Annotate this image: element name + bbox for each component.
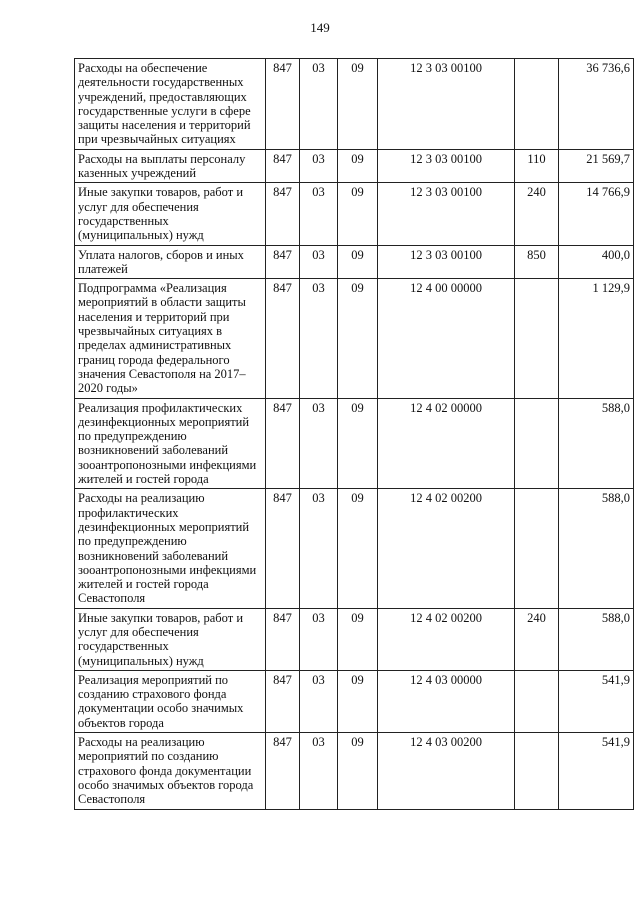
target-article-code: 12 4 02 00000 xyxy=(378,398,515,489)
amount: 541,9 xyxy=(559,670,634,732)
expense-type-code: 850 xyxy=(515,245,559,279)
subsection-code: 09 xyxy=(338,670,378,732)
target-article-code: 12 4 03 00200 xyxy=(378,733,515,809)
target-article-code: 12 3 03 00100 xyxy=(378,245,515,279)
table-row xyxy=(75,398,634,489)
section-code: 03 xyxy=(300,149,338,183)
ved-code: 847 xyxy=(266,149,300,183)
ved-code: 847 xyxy=(266,670,300,732)
page-number: 149 xyxy=(310,20,330,35)
subsection-code: 09 xyxy=(338,59,378,150)
expense-type-code xyxy=(515,59,559,150)
amount: 14 766,9 xyxy=(559,183,634,245)
amount: 541,9 xyxy=(559,733,634,809)
ved-code: 847 xyxy=(266,733,300,809)
row-name: Реализация мероприятий по созданию страхового фонда документации особо значимых объектов города xyxy=(75,670,266,732)
target-article-code: 12 4 02 00200 xyxy=(378,608,515,670)
target-article-code: 12 4 03 00000 xyxy=(378,670,515,732)
amount: 1 129,9 xyxy=(559,279,634,398)
table-row xyxy=(75,670,634,732)
row-name: Уплата налогов, сборов и иных платежей xyxy=(75,245,266,279)
table-row xyxy=(75,608,634,670)
expense-type-code: 240 xyxy=(515,183,559,245)
ved-code: 847 xyxy=(266,245,300,279)
table-row xyxy=(75,489,634,608)
section-code: 03 xyxy=(300,733,338,809)
expense-type-code xyxy=(515,489,559,608)
table-row xyxy=(75,733,634,809)
target-article-code: 12 3 03 00100 xyxy=(378,59,515,150)
ved-code: 847 xyxy=(266,183,300,245)
table-row xyxy=(75,245,634,279)
subsection-code: 09 xyxy=(338,398,378,489)
table-row xyxy=(75,183,634,245)
table-row xyxy=(75,59,634,150)
subsection-code: 09 xyxy=(338,245,378,279)
section-code: 03 xyxy=(300,489,338,608)
row-name: Расходы на выплаты персоналу казенных учреждений xyxy=(75,149,266,183)
subsection-code: 09 xyxy=(338,489,378,608)
expense-type-code: 240 xyxy=(515,608,559,670)
amount: 36 736,6 xyxy=(559,59,634,150)
section-code: 03 xyxy=(300,398,338,489)
section-code: 03 xyxy=(300,279,338,398)
expense-type-code xyxy=(515,670,559,732)
budget-table xyxy=(74,58,634,810)
ved-code: 847 xyxy=(266,608,300,670)
ved-code: 847 xyxy=(266,279,300,398)
subsection-code: 09 xyxy=(338,733,378,809)
row-name: Иные закупки товаров, работ и услуг для обеспечения государственных (муниципальных) нужд xyxy=(75,183,266,245)
amount: 21 569,7 xyxy=(559,149,634,183)
row-name: Расходы на обеспечение деятельности государственных учреждений, предоставляющих государственные услуги в сфере защиты населения и территорий при чрезвычайных ситуациях xyxy=(75,59,266,150)
subsection-code: 09 xyxy=(338,608,378,670)
section-code: 03 xyxy=(300,245,338,279)
ved-code: 847 xyxy=(266,59,300,150)
row-name: Расходы на реализацию мероприятий по созданию страхового фонда документации особо значимых объектов города Севастополя xyxy=(75,733,266,809)
section-code: 03 xyxy=(300,183,338,245)
amount: 588,0 xyxy=(559,398,634,489)
target-article-code: 12 3 03 00100 xyxy=(378,149,515,183)
expense-type-code xyxy=(515,279,559,398)
row-name: Реализация профилактических дезинфекционных мероприятий по предупреждению возникновений заболеваний зооантропонозными инфекциями жителей и гостей города xyxy=(75,398,266,489)
section-code: 03 xyxy=(300,670,338,732)
target-article-code: 12 3 03 00100 xyxy=(378,183,515,245)
table-row xyxy=(75,279,634,398)
table-row xyxy=(75,149,634,183)
expense-type-code xyxy=(515,733,559,809)
target-article-code: 12 4 02 00200 xyxy=(378,489,515,608)
section-code: 03 xyxy=(300,608,338,670)
expense-type-code xyxy=(515,398,559,489)
row-name: Расходы на реализацию профилактических дезинфекционных мероприятий по предупреждению возникновений заболеваний зооантропонозными инфекциями жителей и гостей города Севастополя xyxy=(75,489,266,608)
subsection-code: 09 xyxy=(338,279,378,398)
ved-code: 847 xyxy=(266,398,300,489)
amount: 588,0 xyxy=(559,489,634,608)
row-name: Подпрограмма «Реализация мероприятий в области защиты населения и территорий при чрезвычайных ситуациях в пределах административных границ города федерального значения Севастополя на 2017–2020 годы» xyxy=(75,279,266,398)
row-name: Иные закупки товаров, работ и услуг для обеспечения государственных (муниципальных) нужд xyxy=(75,608,266,670)
target-article-code: 12 4 00 00000 xyxy=(378,279,515,398)
section-code: 03 xyxy=(300,59,338,150)
amount: 400,0 xyxy=(559,245,634,279)
ved-code: 847 xyxy=(266,489,300,608)
subsection-code: 09 xyxy=(338,183,378,245)
expense-type-code: 110 xyxy=(515,149,559,183)
subsection-code: 09 xyxy=(338,149,378,183)
amount: 588,0 xyxy=(559,608,634,670)
